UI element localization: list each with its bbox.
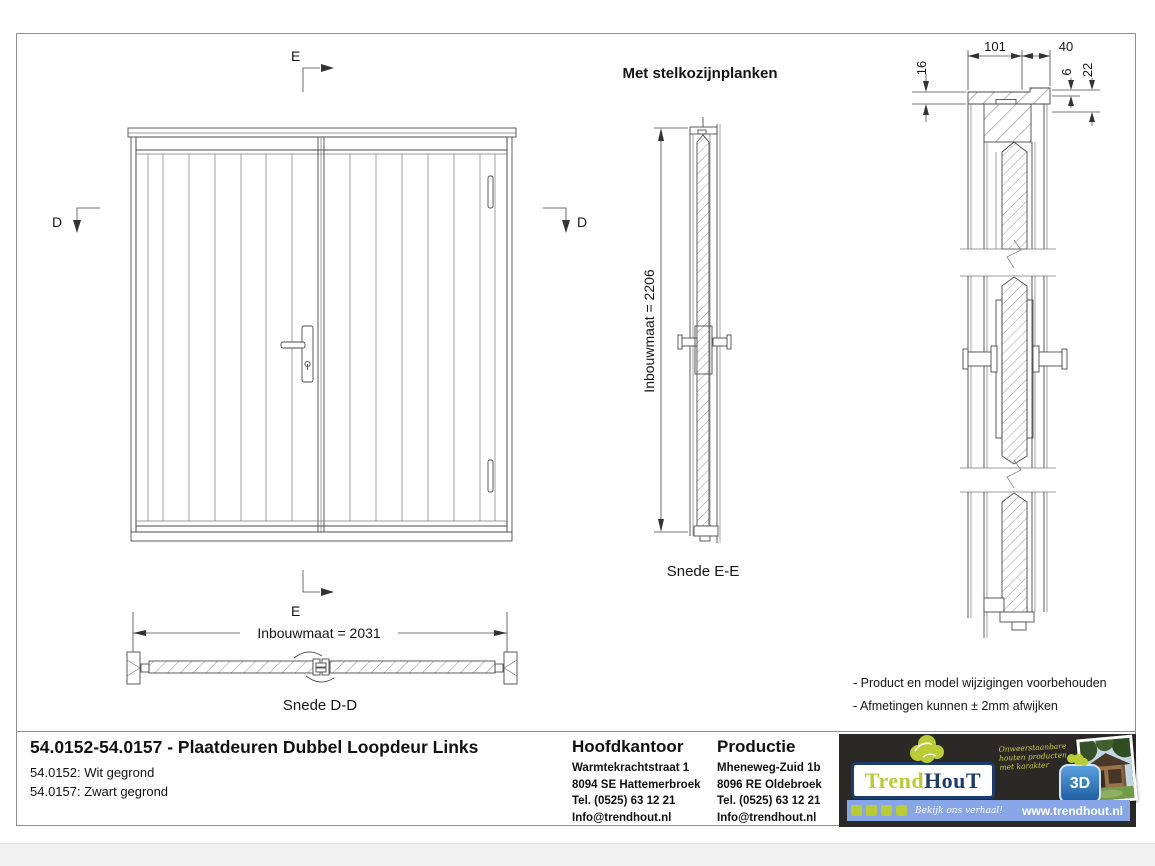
drawing-title: 54.0152-54.0157 - Plaatdeuren Dubbel Loopdeur Links (30, 737, 479, 757)
variant-zwart: 54.0157: Zwart gegrond (30, 784, 169, 799)
marker-e-bottom-label: E (291, 603, 301, 619)
section-marker-e-top (291, 48, 334, 92)
hoofdkantoor-block (572, 737, 717, 826)
marker-d-left-label: D (52, 214, 63, 230)
dim-101: 101 (984, 39, 1006, 54)
productie-city: 8096 RE Oldebroek (717, 778, 822, 791)
dim-inbouwmaat-2031: Inbouwmaat = 2031 (257, 625, 381, 641)
hoofdkantoor-street: Warmtekrachtstraat 1 (572, 762, 690, 774)
3d-badge-label: 3D (1069, 775, 1091, 792)
hoofdkantoor-city: 8094 SE Hattemerbroek (572, 778, 701, 791)
variant-list (30, 763, 168, 801)
logo-hout-text: HouT (924, 767, 982, 793)
note-afmetingen: - Afmetingen kunnen ± 2mm afwijken (853, 699, 1058, 713)
dim-16: 16 (914, 60, 929, 76)
logo-trend-text: Trend (864, 767, 925, 793)
dim-40: 40 (1058, 39, 1074, 54)
logo-tree-icon (905, 734, 949, 764)
tagline-line3: met karakter (999, 760, 1050, 772)
3d-badge (1059, 764, 1101, 804)
label-snede-ee: Snede E-E (666, 563, 740, 580)
section-ee (622, 65, 777, 580)
drawing-notes (853, 676, 1107, 713)
productie-email: Info@trendhout.nl (717, 811, 817, 824)
plank-joints-right (350, 154, 495, 521)
banner-bottom-bar (847, 800, 1130, 821)
bottom-strip (0, 843, 1155, 866)
marker-e-top-label: E (291, 48, 301, 64)
marker-d-right-label: D (577, 214, 588, 230)
dim-inbouwmaat-2206: Inbouwmaat = 2206 (641, 269, 657, 393)
social-dot-icon (896, 805, 907, 816)
banner-cta: Bekijk ons verhaal! (915, 805, 1003, 816)
trendhout-logo (851, 762, 995, 799)
productie-street: Mheneweg-Zuid 1b (717, 762, 821, 774)
title-block-divider (16, 731, 1136, 732)
note-wijzigingen: - Product en model wijzigingen voorbehouden (853, 676, 1107, 690)
hoofdkantoor-heading: Hoofdkantoor (572, 737, 684, 756)
hoofdkantoor-phone: Tel. (0525) 63 12 21 (572, 795, 676, 807)
social-dot-icon (881, 805, 892, 816)
trendhout-banner (839, 734, 1136, 827)
plank-joints-left (148, 154, 292, 521)
hinge-bottom (488, 460, 493, 492)
productie-heading: Productie (717, 737, 796, 756)
website-url: www.trendhout.nl (1022, 803, 1123, 818)
front-view (128, 128, 516, 541)
productie-phone: Tel. (0525) 63 12 21 (717, 795, 821, 807)
detail-title: Met stelkozijnplanken (622, 65, 778, 82)
section-marker-e-bottom (291, 570, 334, 619)
label-snede-dd: Snede D-D (282, 697, 358, 714)
social-dot-icon (866, 805, 877, 816)
hoofdkantoor-email: Info@trendhout.nl (572, 811, 672, 824)
section-dd (127, 612, 517, 714)
dim-22: 22 (1080, 62, 1095, 78)
detail-view (912, 39, 1100, 638)
3d-badge-tree-icon (1067, 754, 1089, 768)
social-dot-icon (851, 805, 862, 816)
tagline-line2: houten producten (998, 750, 1068, 763)
variant-wit: 54.0152: Wit gegrond (30, 765, 155, 780)
door-handle (281, 326, 313, 382)
section-marker-d-left (52, 208, 100, 233)
tagline-line1: Onweerstaanbare (998, 741, 1067, 754)
dim-6: 6 (1059, 68, 1074, 76)
hinge-top (488, 176, 493, 208)
section-marker-d-right (543, 208, 587, 233)
